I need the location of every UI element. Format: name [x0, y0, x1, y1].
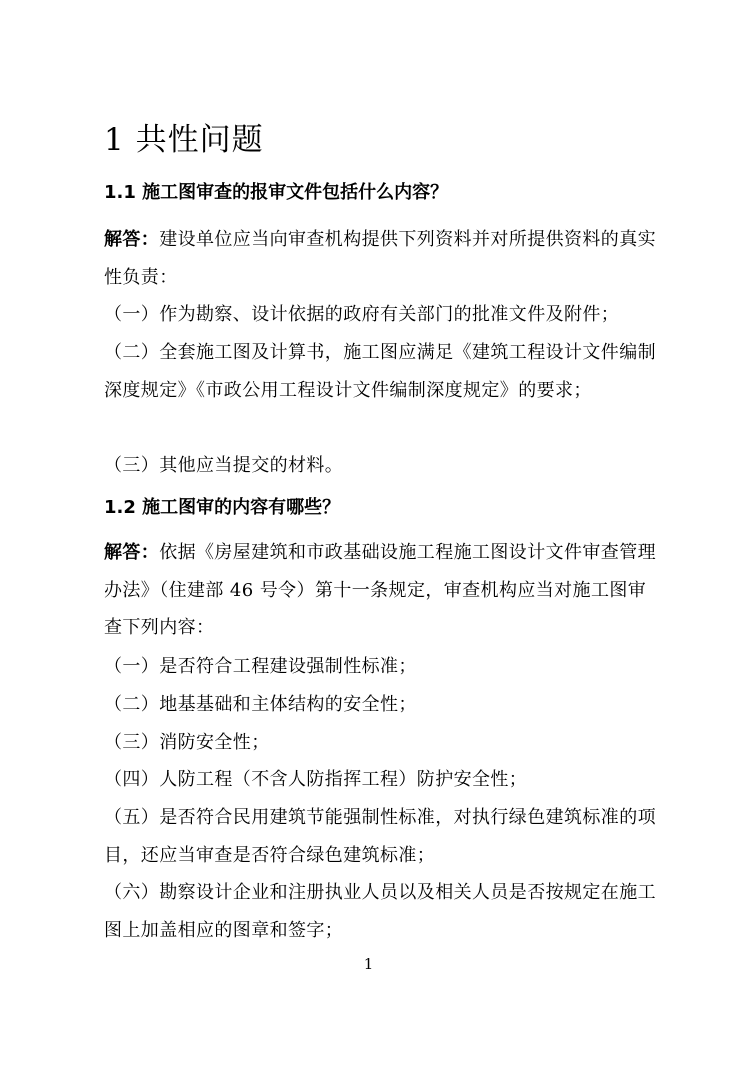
section-heading-1-1: 1.1 施工图审查的报审文件包括什么内容？	[104, 182, 449, 203]
page-number: 1	[363, 955, 374, 973]
list-item: （三）消防安全性；	[104, 732, 270, 753]
answer-paragraph-1-1	[104, 221, 664, 296]
answer-label: 解答：	[104, 229, 160, 250]
list-item: （五）是否符合民用建筑节能强制性标准，对执行绿色建筑标准的项目，还应当审查是否符合绿色建筑标准；	[104, 807, 656, 866]
answer-intro: 依据《房屋建筑和市政基础设施工程施工图设计文件审查管理办法》（住建部 46 号令）第十一条规定，审查机构应当对施工图审查下列内容：	[104, 542, 657, 638]
answer-paragraph-1-2	[104, 534, 664, 647]
list-item: （六）勘察设计企业和注册执业人员以及相关人员是否按规定在施工图上加盖相应的图章和签字；	[104, 882, 656, 941]
list-item: （二）地基基础和主体结构的安全性；	[104, 694, 417, 715]
list-item: （四）人防工程（不含人防指挥工程）防护安全性；	[104, 769, 528, 790]
answer-intro: 建设单位应当向审查机构提供下列资料并对所提供资料的真实性负责：	[104, 229, 657, 288]
section-heading-1-2: 1.2 施工图审的内容有哪些？	[104, 497, 341, 518]
answer-label: 解答：	[104, 542, 160, 563]
chapter-title: 1 共性问题	[104, 122, 264, 158]
list-item: （一）是否符合工程建设强制性标准；	[104, 656, 417, 677]
list-item: （三）其他应当提交的材料。	[104, 455, 344, 476]
list-item: （二）全套施工图及计算书，施工图应满足《建筑工程设计文件编制深度规定》《市政公用工程设计文件编制深度规定》的要求；	[104, 342, 656, 401]
list-item: （一）作为勘察、设计依据的政府有关部门的批准文件及附件；	[104, 304, 620, 325]
